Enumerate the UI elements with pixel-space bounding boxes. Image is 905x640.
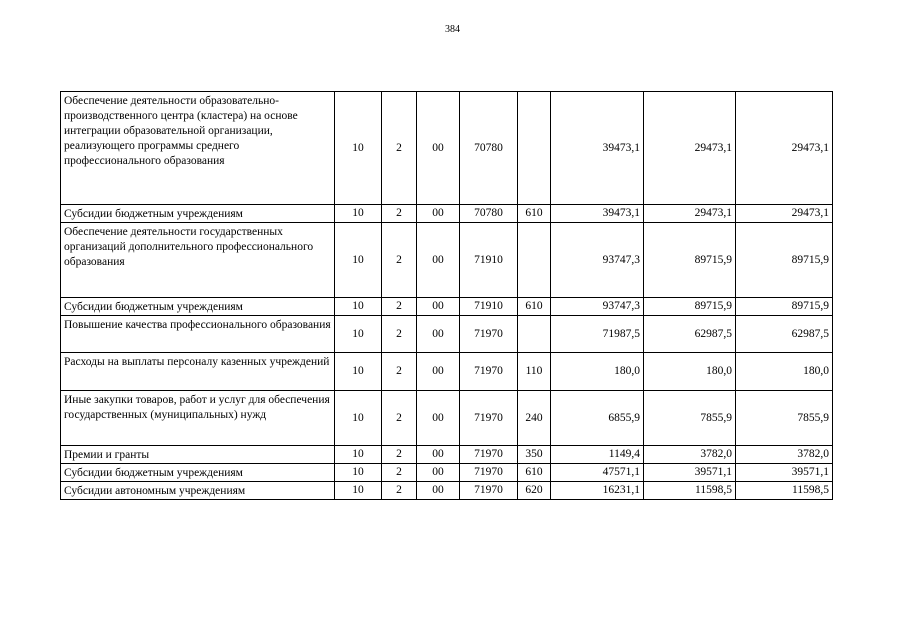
section-code: 10 [335,298,382,316]
section-code: 10 [335,391,382,446]
table-row [61,298,833,316]
amount-3: 7855,9 [736,391,833,446]
article-code: 71970 [460,316,518,353]
section-code: 10 [335,205,382,223]
subsection-code: 2 [382,205,417,223]
amount-1: 1149,4 [551,446,644,464]
amount-2: 29473,1 [644,92,736,205]
expense-type-code: 350 [518,446,551,464]
article-code: 71970 [460,482,518,500]
program-code: 00 [417,482,460,500]
amount-3: 29473,1 [736,205,833,223]
amount-3: 11598,5 [736,482,833,500]
article-code: 71910 [460,298,518,316]
section-code: 10 [335,223,382,298]
article-code: 71970 [460,446,518,464]
amount-2: 3782,0 [644,446,736,464]
subsection-code: 2 [382,464,417,482]
section-code: 10 [335,446,382,464]
expense-type-code [518,92,551,205]
article-code: 71970 [460,391,518,446]
section-code: 10 [335,353,382,391]
subsection-code: 2 [382,482,417,500]
amount-1: 39473,1 [551,92,644,205]
table-row [61,446,833,464]
amount-3: 62987,5 [736,316,833,353]
row-name: Субсидии автономным учреждениям [61,482,335,500]
program-code: 00 [417,205,460,223]
amount-1: 39473,1 [551,205,644,223]
article-code: 71970 [460,353,518,391]
amount-2: 39571,1 [644,464,736,482]
amount-3: 29473,1 [736,92,833,205]
section-code: 10 [335,482,382,500]
expense-type-code: 610 [518,205,551,223]
amount-3: 180,0 [736,353,833,391]
amount-1: 71987,5 [551,316,644,353]
section-code: 10 [335,464,382,482]
program-code: 00 [417,353,460,391]
row-name: Иные закупки товаров, работ и услуг для обеспечения государственных (муниципальных) нужд [61,391,335,446]
amount-2: 7855,9 [644,391,736,446]
row-name: Обеспечение деятельности государственных организаций дополнительного профессионального образования [61,223,335,298]
row-name: Субсидии бюджетным учреждениям [61,464,335,482]
expense-type-code: 610 [518,298,551,316]
amount-1: 93747,3 [551,223,644,298]
program-code: 00 [417,298,460,316]
row-name: Обеспечение деятельности образовательно-производственного центра (кластера) на основе интеграции образовательной организации, реализующего программы среднего профессионального образования [61,92,335,205]
amount-3: 89715,9 [736,298,833,316]
subsection-code: 2 [382,92,417,205]
table-row [61,92,833,205]
amount-3: 39571,1 [736,464,833,482]
expense-type-code: 610 [518,464,551,482]
expense-type-code: 240 [518,391,551,446]
article-code: 71970 [460,464,518,482]
program-code: 00 [417,92,460,205]
table-row [61,353,833,391]
table-row [61,223,833,298]
program-code: 00 [417,446,460,464]
expense-type-code [518,316,551,353]
budget-table [60,91,833,500]
program-code: 00 [417,316,460,353]
program-code: 00 [417,464,460,482]
row-name: Повышение качества профессионального образования [61,316,335,353]
subsection-code: 2 [382,391,417,446]
article-code: 70780 [460,92,518,205]
amount-1: 93747,3 [551,298,644,316]
page-number: 384 [445,24,460,35]
section-code: 10 [335,316,382,353]
table-row [61,316,833,353]
amount-2: 62987,5 [644,316,736,353]
amount-2: 11598,5 [644,482,736,500]
row-name: Премии и гранты [61,446,335,464]
table-row [61,391,833,446]
amount-1: 180,0 [551,353,644,391]
expense-type-code [518,223,551,298]
row-name: Субсидии бюджетным учреждениям [61,205,335,223]
amount-1: 6855,9 [551,391,644,446]
table-row [61,482,833,500]
amount-3: 3782,0 [736,446,833,464]
table-row [61,205,833,223]
subsection-code: 2 [382,298,417,316]
row-name: Субсидии бюджетным учреждениям [61,298,335,316]
amount-2: 89715,9 [644,223,736,298]
subsection-code: 2 [382,316,417,353]
article-code: 71910 [460,223,518,298]
amount-2: 89715,9 [644,298,736,316]
amount-2: 180,0 [644,353,736,391]
subsection-code: 2 [382,353,417,391]
row-name: Расходы на выплаты персоналу казенных учреждений [61,353,335,391]
subsection-code: 2 [382,446,417,464]
section-code: 10 [335,92,382,205]
article-code: 70780 [460,205,518,223]
program-code: 00 [417,223,460,298]
program-code: 00 [417,391,460,446]
table-row [61,464,833,482]
expense-type-code: 620 [518,482,551,500]
amount-2: 29473,1 [644,205,736,223]
amount-1: 47571,1 [551,464,644,482]
amount-3: 89715,9 [736,223,833,298]
amount-1: 16231,1 [551,482,644,500]
subsection-code: 2 [382,223,417,298]
expense-type-code: 110 [518,353,551,391]
